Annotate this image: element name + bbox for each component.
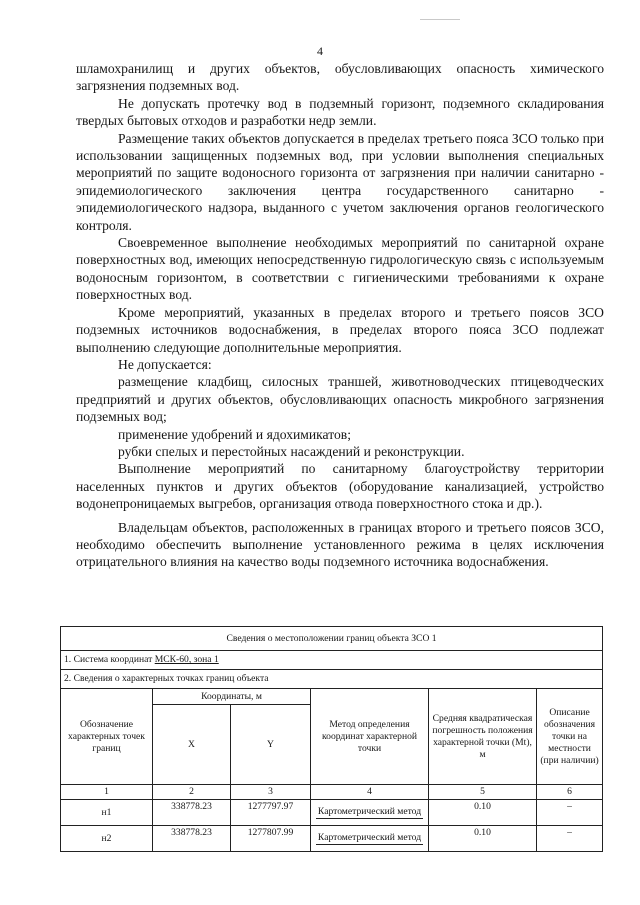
table-title: Сведения о местоположении границ объекта ЗСО 1 (61, 627, 603, 651)
scan-artifact-line (420, 19, 460, 20)
error-value: 0.10 (429, 826, 537, 852)
list-item: рубки спелых и перестойных насаждений и реконструкции. (118, 443, 465, 459)
coord-system-value: МСК-60, зона 1 (154, 654, 219, 665)
header-description: Описание обозначения точки на местности (при наличии) (537, 689, 603, 785)
paragraph: Своевременное выполнение необходимых мероприятий по санитарной охране поверхностных вод, имеющих непосредственную гидрологическую связь с используемым водоносным горизонтом, в соответствии с гигиеническими требованиями к охране поверхностных вод. (76, 235, 604, 303)
column-number: 5 (429, 785, 537, 800)
column-number: 4 (311, 785, 429, 800)
y-value: 1277797.97 (231, 800, 311, 826)
list-item: применение удобрений и ядохимикатов; (118, 426, 351, 442)
column-number: 6 (537, 785, 603, 800)
header-error: Средняя квадратическая погрешность положения характерной точки (Mt), м (429, 689, 537, 785)
header-point: Обозначение характерных точек границ (61, 689, 153, 785)
table-row (61, 826, 603, 852)
method-cell (311, 800, 429, 826)
column-number: 3 (231, 785, 311, 800)
header-coords: Координаты, м (153, 689, 311, 705)
header-method: Метод определения координат характерной точки (311, 689, 429, 785)
paragraph: Выполнение мероприятий по санитарному благоустройству территории населенных пунктов и других объектов (оборудование канализацией, устройство водонепроницаемых выгребов, организация отвода поверхностного стока и др.). (76, 461, 604, 512)
header-x: X (153, 705, 231, 785)
table-row (61, 800, 603, 826)
method-value: Картометрический метод (317, 806, 422, 817)
body-text (76, 60, 604, 571)
column-numbers-row (61, 785, 603, 800)
zso-boundary-table (60, 626, 602, 852)
y-value: 1277807.99 (231, 826, 311, 852)
paragraph: Владельцам объектов, расположенных в границах второго и третьего поясов ЗСО, необходимо обеспечить выполнение установленного режима в целях исключения отрицательного влияния на качество воды подземного источника водоснабжения. (76, 519, 604, 570)
method-cell (311, 826, 429, 852)
x-value: 338778.23 (153, 826, 231, 852)
x-value: 338778.23 (153, 800, 231, 826)
paragraph: Не допускается: (118, 356, 212, 372)
section-heading: 2. Сведения о характерных точках границ объекта (61, 670, 603, 689)
error-value: 0.10 (429, 800, 537, 826)
description-value: – (537, 826, 603, 852)
paragraph: шламохранилищ и других объектов, обусловливающих опасность химического загрязнения подземных вод. (76, 61, 604, 94)
coord-system-row (61, 651, 603, 670)
paragraph: Кроме мероприятий, указанных в пределах второго и третьего поясов ЗСО подземных источников водоснабжения, в пределах второго пояса ЗСО подлежат выполнению следующие дополнительные мероприятия. (76, 304, 604, 355)
page-number: 4 (317, 44, 323, 58)
list-item: размещение кладбищ, силосных траншей, животноводческих птицеводческих предприятий и других объектов, обусловливающих опасность микробного загрязнения подземных вод; (76, 374, 604, 425)
point-name: н1 (61, 800, 153, 826)
method-value: Картометрический метод (317, 832, 422, 843)
paragraph: Размещение таких объектов допускается в пределах третьего пояса ЗСО только при использовании защищенных подземных вод, при условии выполнения специальных мероприятий по защите водоносного горизонта от загрязнения при наличии санитарно - эпидемиологического заключения центра государственного санитарно - эпидемиологического надзора, выданного с учетом заключения органов геологического контроля. (76, 130, 604, 233)
paragraph: Не допускать протечку вод в подземный горизонт, подземного складирования твердых бытовых отходов и разработки недр земли. (76, 95, 604, 129)
description-value: – (537, 800, 603, 826)
point-name: н2 (61, 826, 153, 852)
column-number: 2 (153, 785, 231, 800)
column-number: 1 (61, 785, 153, 800)
header-y: Y (231, 705, 311, 785)
coord-system-label: 1. Система координат (64, 654, 153, 665)
